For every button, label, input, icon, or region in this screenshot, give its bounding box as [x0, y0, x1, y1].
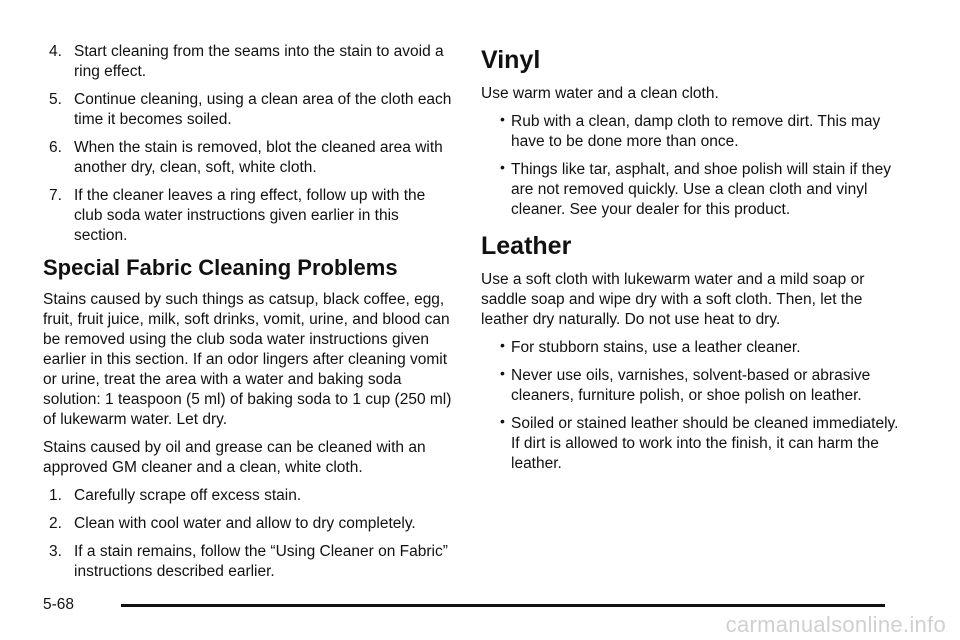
bullet-icon: • — [500, 413, 505, 429]
list-item: • Never use oils, varnishes, solvent-based or abrasive cleaners, furniture polish, or shoe polish on leather. — [500, 365, 871, 404]
bullet-icon: • — [500, 365, 505, 381]
list-item: 7. If the cleaner leaves a ring effect, follow up with the club soda water instructions given earlier in this section. — [49, 187, 426, 244]
list-item: 5. Continue cleaning, using a clean area of the cloth each time it becomes soiled. — [49, 91, 452, 128]
list-item: • Soiled or stained leather should be cleaned immediately. If dirt is allowed to work into the finish, it can harm the leather. — [500, 413, 899, 472]
watermark: carmanualsonline.info — [725, 612, 946, 637]
left-column — [43, 42, 453, 590]
special-fabric-paragraph-2: Stains caused by oil and grease can be cleaned with an approved GM cleaner and a clean, white cloth. — [43, 439, 426, 476]
right-column — [481, 44, 901, 482]
vinyl-bullet-list — [481, 112, 901, 220]
list-item: 3. If a stain remains, follow the “Using Cleaner on Fabric” instructions described earlier. — [49, 543, 448, 580]
list-item: • For stubborn stains, use a leather cleaner. — [500, 337, 801, 356]
list-item: 6. When the stain is removed, blot the cleaned area with another dry, clean, soft, white cloth. — [49, 139, 443, 176]
leather-bullet-list — [481, 338, 901, 474]
footer-divider — [121, 604, 885, 607]
list-item: 1. Carefully scrape off excess stain. — [49, 487, 302, 504]
vinyl-paragraph: Use warm water and a clean cloth. — [481, 85, 719, 102]
list-item: • Rub with a clean, damp cloth to remove dirt. This may have to be done more than once. — [500, 111, 881, 150]
special-fabric-paragraph-1: Stains caused by such things as catsup, black coffee, egg, fruit, fruit juice, milk, soft drinks, vomit, urine, and blood can be removed using the club soda water instructions given earlier in this section. If an odor lingers after cleaning vomit or urine, treat the area with a water and baking soda solution: 1 teaspoon (5 ml) of baking soda to 1 cup (250 ml) of lukewarm water. Let dry. — [43, 291, 452, 428]
vinyl-heading: Vinyl — [481, 46, 541, 74]
list-item: 4. Start cleaning from the seams into the stain to avoid a ring effect. — [49, 43, 444, 80]
oil-grease-steps-list — [43, 486, 453, 582]
cleaning-steps-list-continued — [43, 42, 453, 246]
leather-heading: Leather — [481, 232, 572, 260]
list-item: 2. Clean with cool water and allow to dry completely. — [49, 515, 416, 532]
bullet-icon: • — [500, 159, 505, 175]
bullet-icon: • — [500, 111, 505, 127]
leather-paragraph: Use a soft cloth with lukewarm water and a mild soap or saddle soap and wipe dry with a soft cloth. Then, let the leather dry naturally. Do not use heat to dry. — [481, 271, 865, 328]
page-number: 5-68 — [43, 596, 75, 613]
bullet-icon: • — [500, 337, 505, 353]
special-fabric-heading: Special Fabric Cleaning Problems — [43, 255, 398, 280]
list-item: • Things like tar, asphalt, and shoe polish will stain if they are not removed quickly. Use a clean cloth and vinyl cleaner. See your dealer for this product. — [500, 159, 891, 218]
